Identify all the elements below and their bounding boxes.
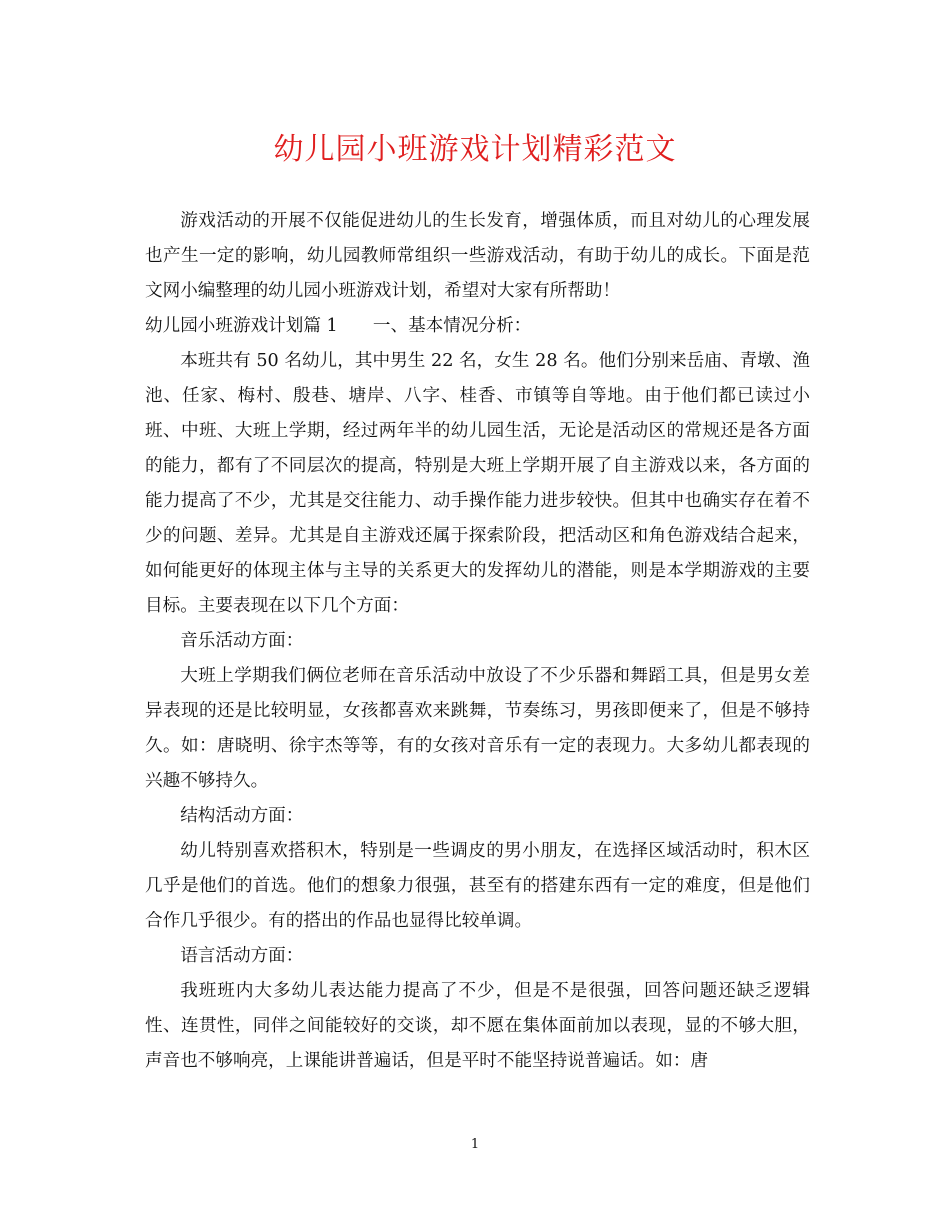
page-number: 1 [470, 1137, 480, 1152]
structure-heading: 结构活动方面： [180, 806, 304, 826]
music-heading: 音乐活动方面： [180, 631, 304, 651]
music-paragraph: 大班上学期我们俩位老师在音乐活动中放设了不少乐器和舞蹈工具，但是男女差异表现的还是比较明显，女孩都喜欢来跳舞，节奏练习，男孩即便来了，但是不够持久。如：唐晓明、徐宇杰等等，有的女孩对音乐有一定的表现力。大多幼儿都表现的兴趣不够持久。 [145, 666, 810, 791]
document-title: 幼儿园小班游戏计划精彩范文 [273, 132, 677, 167]
language-paragraph: 我班班内大多幼儿表达能力提高了不少，但是不是很强，回答问题还缺乏逻辑性、连贯性，同伴之间能较好的交谈，却不愿在集体面前加以表现，显的不够大胆，声音也不够响亮，上课能讲普遍话，但是平时不能坚持说普遍话。如：唐 [145, 981, 810, 1071]
language-heading: 语言活动方面： [180, 946, 304, 966]
structure-paragraph: 幼儿特别喜欢搭积木，特别是一些调皮的男小朋友，在选择区域活动时，积木区几乎是他们的首选。他们的想象力很强，甚至有的搭建东西有一定的难度，但是他们合作几乎很少。有的搭出的作品也显得比较单调。 [145, 841, 810, 931]
section-heading: 幼儿园小班游戏计划篇 1 一、基本情况分析： [145, 316, 532, 336]
intro-paragraph: 游戏活动的开展不仅能促进幼儿的生长发育，增强体质，而且对幼儿的心理发展也产生一定的影响，幼儿园教师常组织一些游戏活动，有助于幼儿的成长。下面是范文网小编整理的幼儿园小班游戏计划，希望对大家有所帮助！ [145, 211, 810, 301]
basic-situation-paragraph: 本班共有 50 名幼儿，其中男生 22 名，女生 28 名。他们分别来岳庙、青墩、渔池、任家、梅村、殷巷、塘岸、八字、桂香、市镇等自等地。由于他们都已读过小班、中班、大班上学期，经过两年半的幼儿园生活，无论是活动区的常规还是各方面的能力，都有了不同层次的提高，特别是大班上学期开展了自主游戏以来，各方面的能力提高了不少，尤其是交往能力、动手操作能力进步较快。但其中也确实存在着不少的问题、差异。尤其是自主游戏还属于探索阶段，把活动区和角色游戏结合起来，如何能更好的体现主体与主导的关系更大的发挥幼儿的潜能，则是本学期游戏的主要目标。主要表现在以下几个方面： [145, 351, 810, 616]
document-body [145, 204, 810, 1079]
